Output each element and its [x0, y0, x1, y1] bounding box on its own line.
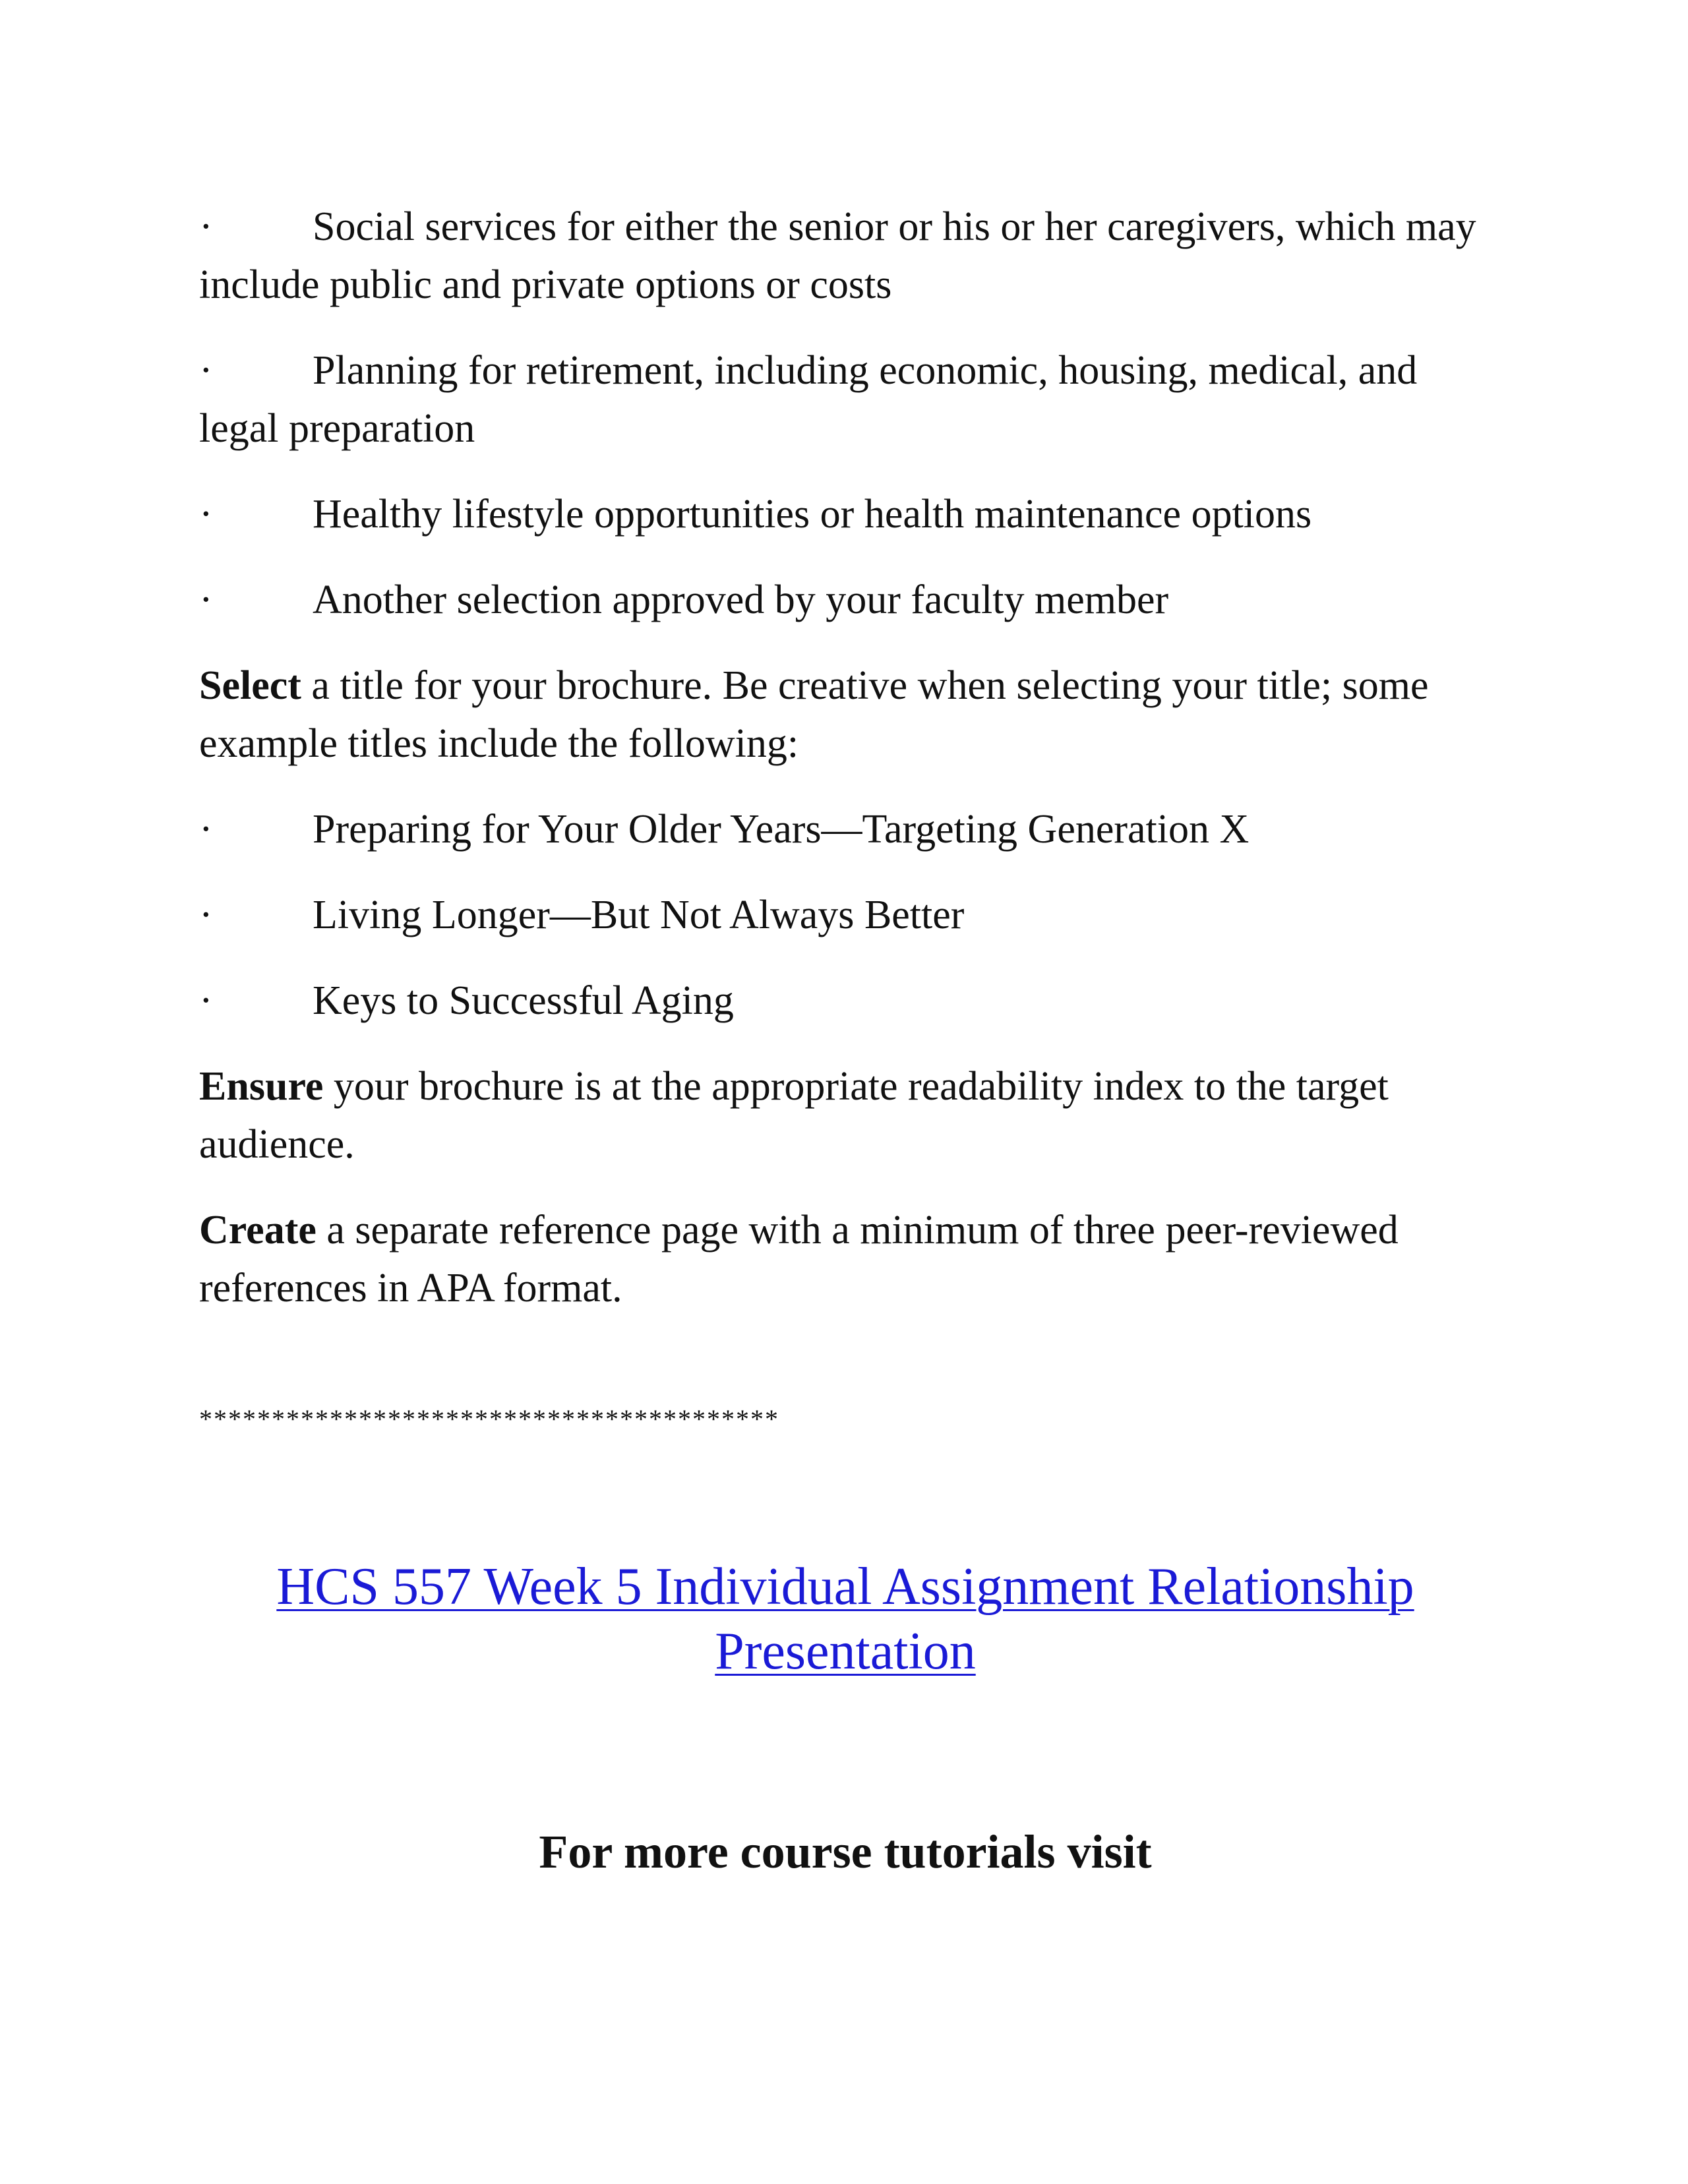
bullet-dot: · [199, 204, 213, 249]
create-keyword: Create [199, 1208, 316, 1253]
ensure-keyword: Ensure [199, 1064, 324, 1109]
example-title-item [199, 972, 1492, 1030]
example-title-text: Preparing for Your Older Years—Targeting Generation X [313, 807, 1250, 852]
assignment-link-heading [199, 1554, 1492, 1684]
example-title-text: Keys to Successful Aging [313, 978, 734, 1023]
select-keyword: Select [199, 663, 301, 708]
bullet-item-social-services [199, 198, 1492, 314]
select-paragraph-text: a title for your brochure. Be creative when selecting your title; some example titles include the following: [199, 663, 1429, 766]
separator-stars: **************************************** [199, 1404, 779, 1434]
bullet-dot: · [199, 978, 213, 1023]
document-page [199, 198, 1492, 1881]
ensure-readability-paragraph [199, 1057, 1492, 1173]
ensure-paragraph-text: your brochure is at the appropriate readability index to the target audience. [199, 1064, 1389, 1167]
example-title-text: Living Longer—But Not Always Better [313, 893, 965, 937]
bullet-item-retirement-planning [199, 341, 1492, 457]
select-title-paragraph [199, 657, 1492, 773]
course-tutorials-heading: For more course tutorials visit [539, 1825, 1152, 1878]
create-paragraph-text: a separate reference page with a minimum of three peer-reviewed references in APA format. [199, 1208, 1399, 1311]
bullet-dot: · [199, 492, 213, 537]
bullet-text: Planning for retirement, including economic, housing, medical, and legal preparation [199, 348, 1418, 451]
bullet-item-healthy-lifestyle [199, 485, 1492, 543]
example-title-item [199, 886, 1492, 944]
bullet-dot: · [199, 893, 213, 937]
example-title-item [199, 800, 1492, 858]
bullet-dot: · [199, 348, 213, 393]
assignment-link[interactable]: HCS 557 Week 5 Individual Assignment Relationship Presentation [276, 1558, 1414, 1680]
bullet-item-another-selection [199, 571, 1492, 629]
bullet-text: Healthy lifestyle opportunities or health maintenance options [313, 492, 1312, 537]
bullet-text: Social services for either the senior or his or her caregivers, which may include public and private options or costs [199, 204, 1476, 307]
bullet-text: Another selection approved by your faculty member [313, 577, 1169, 622]
bullet-dot: · [199, 577, 213, 622]
bullet-dot: · [199, 807, 213, 852]
create-reference-paragraph [199, 1201, 1492, 1317]
